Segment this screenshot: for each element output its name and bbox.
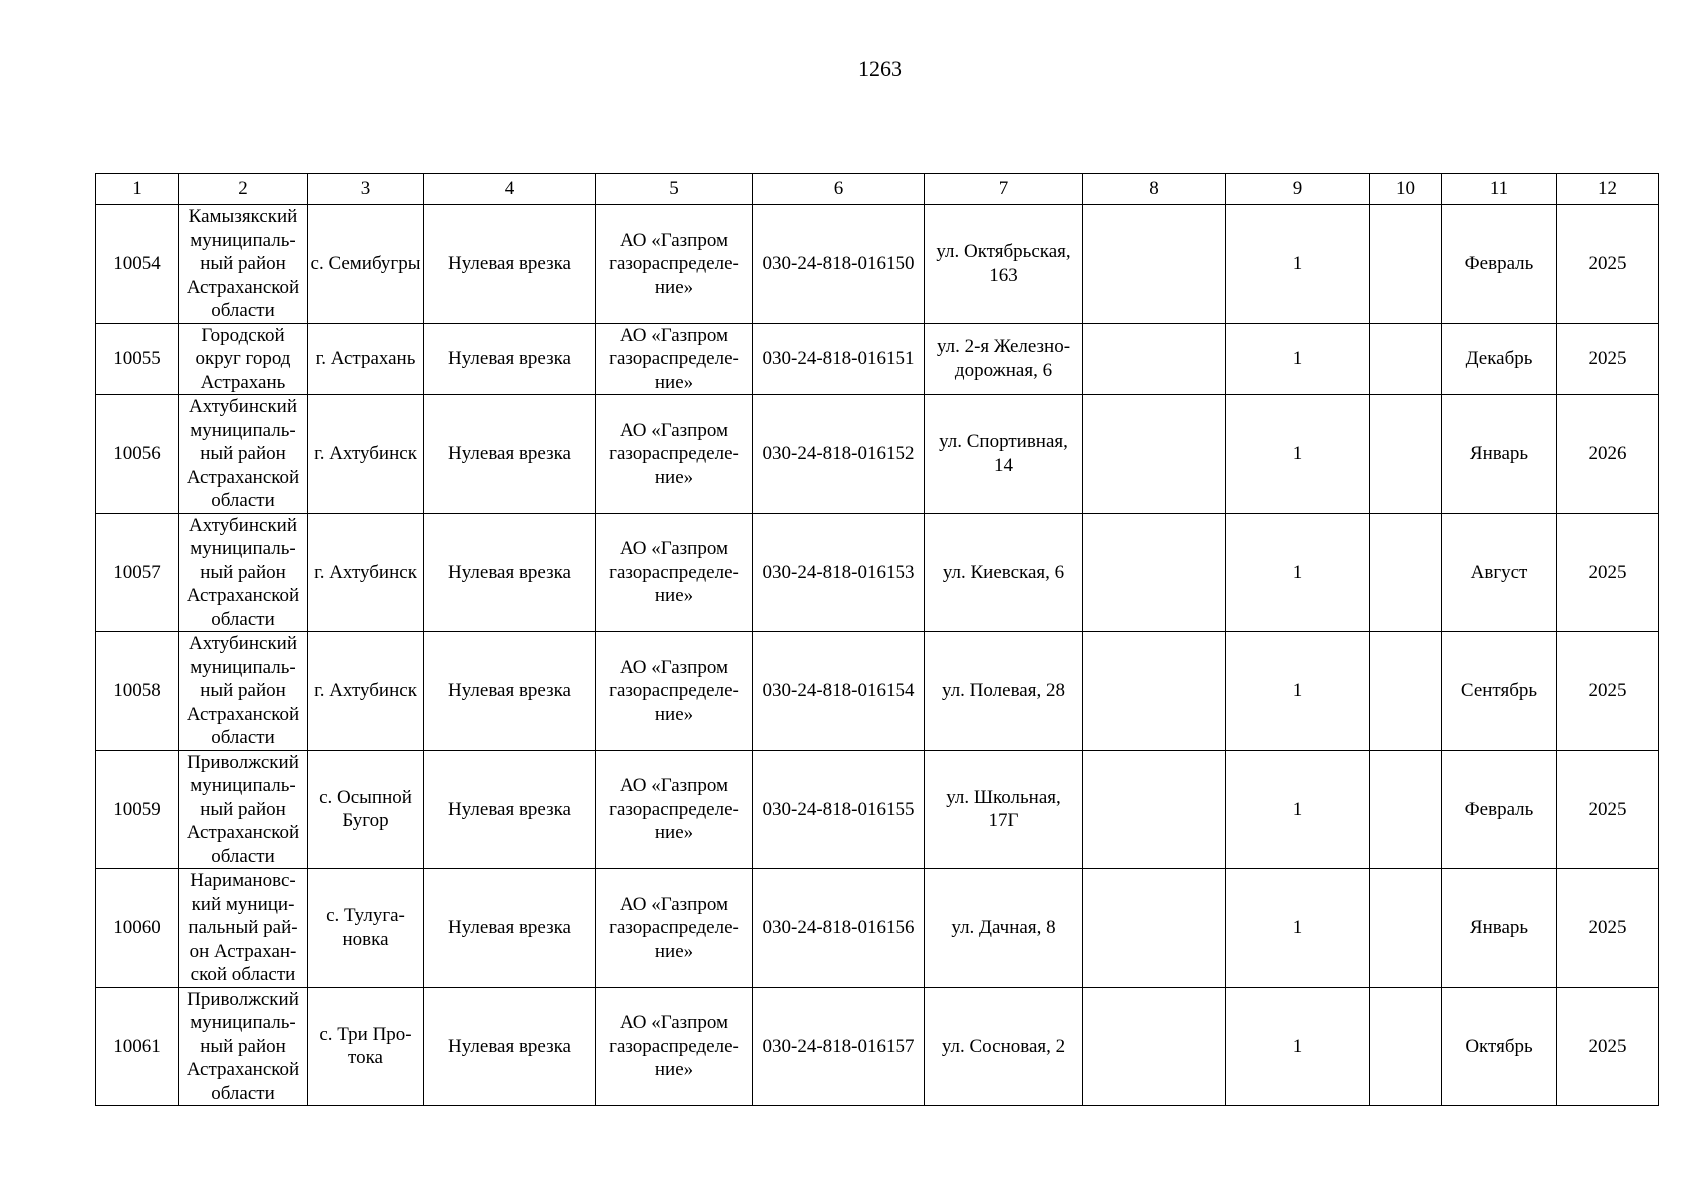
month-cell: Февраль — [1442, 750, 1557, 869]
settlement-cell: с. Семибугры — [308, 205, 424, 324]
month-cell: Сентябрь — [1442, 632, 1557, 751]
code-cell: 030-24-818-016152 — [753, 395, 925, 514]
district-cell: Ахтубинский муниципаль- ный район Астраханской области — [179, 395, 308, 514]
table-row — [96, 750, 1659, 869]
col9-cell: 1 — [1226, 513, 1370, 632]
code-cell: 030-24-818-016151 — [753, 323, 925, 395]
col8-cell — [1083, 632, 1226, 751]
address-cell: ул. Октябрьская, 163 — [925, 205, 1083, 324]
col9-cell: 1 — [1226, 632, 1370, 751]
settlement-cell: г. Ахтубинск — [308, 513, 424, 632]
district-cell: Ахтубинский муниципаль- ный район Астраханской области — [179, 632, 308, 751]
col8-cell — [1083, 513, 1226, 632]
year-cell: 2025 — [1557, 513, 1659, 632]
table-row — [96, 869, 1659, 988]
table-row — [96, 205, 1659, 324]
header-cell-5: 5 — [596, 174, 753, 205]
row-id: 10054 — [96, 205, 179, 324]
district-cell: Камызякский муниципаль- ный район Астраханской области — [179, 205, 308, 324]
organization-cell: АО «Газпром газораспределе- ние» — [596, 632, 753, 751]
header-cell-6: 6 — [753, 174, 925, 205]
organization-cell: АО «Газпром газораспределе- ние» — [596, 323, 753, 395]
month-cell: Январь — [1442, 869, 1557, 988]
work-type-cell: Нулевая врезка — [424, 395, 596, 514]
year-cell: 2025 — [1557, 632, 1659, 751]
year-cell: 2025 — [1557, 750, 1659, 869]
header-cell-7: 7 — [925, 174, 1083, 205]
row-id: 10056 — [96, 395, 179, 514]
address-cell: ул. Школьная, 17Г — [925, 750, 1083, 869]
col9-cell: 1 — [1226, 323, 1370, 395]
work-type-cell: Нулевая врезка — [424, 205, 596, 324]
col8-cell — [1083, 750, 1226, 869]
address-cell: ул. Дачная, 8 — [925, 869, 1083, 988]
organization-cell: АО «Газпром газораспределе- ние» — [596, 513, 753, 632]
col9-cell: 1 — [1226, 205, 1370, 324]
code-cell: 030-24-818-016157 — [753, 987, 925, 1106]
header-cell-3: 3 — [308, 174, 424, 205]
code-cell: 030-24-818-016156 — [753, 869, 925, 988]
page-number: 1263 — [858, 56, 902, 81]
row-id: 10060 — [96, 869, 179, 988]
col8-cell — [1083, 205, 1226, 324]
header-cell-10: 10 — [1370, 174, 1442, 205]
code-cell: 030-24-818-016155 — [753, 750, 925, 869]
work-type-cell: Нулевая врезка — [424, 869, 596, 988]
work-type-cell: Нулевая врезка — [424, 632, 596, 751]
row-id: 10057 — [96, 513, 179, 632]
row-id: 10055 — [96, 323, 179, 395]
year-cell: 2025 — [1557, 869, 1659, 988]
organization-cell: АО «Газпром газораспределе- ние» — [596, 987, 753, 1106]
organization-cell: АО «Газпром газораспределе- ние» — [596, 205, 753, 324]
code-cell: 030-24-818-016153 — [753, 513, 925, 632]
header-cell-8: 8 — [1083, 174, 1226, 205]
work-type-cell: Нулевая врезка — [424, 323, 596, 395]
month-cell: Октябрь — [1442, 987, 1557, 1106]
header-cell-9: 9 — [1226, 174, 1370, 205]
header-cell-4: 4 — [424, 174, 596, 205]
address-cell: ул. 2-я Железно- дорожная, 6 — [925, 323, 1083, 395]
work-type-cell: Нулевая врезка — [424, 750, 596, 869]
settlement-cell: с. Тулуга- новка — [308, 869, 424, 988]
year-cell: 2026 — [1557, 395, 1659, 514]
district-cell: Приволжский муниципаль- ный район Астраханской области — [179, 750, 308, 869]
col10-cell — [1370, 869, 1442, 988]
table-row — [96, 987, 1659, 1106]
col8-cell — [1083, 987, 1226, 1106]
month-cell: Февраль — [1442, 205, 1557, 324]
col9-cell: 1 — [1226, 750, 1370, 869]
district-cell: Наримановс- кий муници- пальный рай- он Астрахан- ской области — [179, 869, 308, 988]
col9-cell: 1 — [1226, 869, 1370, 988]
col9-cell: 1 — [1226, 395, 1370, 514]
col10-cell — [1370, 323, 1442, 395]
table-row — [96, 513, 1659, 632]
table-row — [96, 632, 1659, 751]
month-cell: Январь — [1442, 395, 1557, 514]
organization-cell: АО «Газпром газораспределе- ние» — [596, 395, 753, 514]
organization-cell: АО «Газпром газораспределе- ние» — [596, 869, 753, 988]
address-cell: ул. Спортивная, 14 — [925, 395, 1083, 514]
header-row — [96, 174, 1659, 205]
code-cell: 030-24-818-016154 — [753, 632, 925, 751]
header-cell-12: 12 — [1557, 174, 1659, 205]
header-cell-2: 2 — [179, 174, 308, 205]
col9-cell: 1 — [1226, 987, 1370, 1106]
header-cell-1: 1 — [96, 174, 179, 205]
code-cell: 030-24-818-016150 — [753, 205, 925, 324]
settlement-cell: с. Три Про- тока — [308, 987, 424, 1106]
district-cell: Приволжский муниципаль- ный район Астраханской области — [179, 987, 308, 1106]
settlement-cell: с. Осыпной Бугор — [308, 750, 424, 869]
col8-cell — [1083, 395, 1226, 514]
year-cell: 2025 — [1557, 987, 1659, 1106]
col8-cell — [1083, 323, 1226, 395]
row-id: 10058 — [96, 632, 179, 751]
address-cell: ул. Сосновая, 2 — [925, 987, 1083, 1106]
col10-cell — [1370, 395, 1442, 514]
district-cell: Ахтубинский муниципаль- ный район Астраханской области — [179, 513, 308, 632]
row-id: 10059 — [96, 750, 179, 869]
col10-cell — [1370, 513, 1442, 632]
col10-cell — [1370, 987, 1442, 1106]
register-table — [95, 173, 1659, 1106]
district-cell: Городской округ город Астрахань — [179, 323, 308, 395]
col10-cell — [1370, 750, 1442, 869]
row-id: 10061 — [96, 987, 179, 1106]
month-cell: Декабрь — [1442, 323, 1557, 395]
year-cell: 2025 — [1557, 323, 1659, 395]
col8-cell — [1083, 869, 1226, 988]
settlement-cell: г. Ахтубинск — [308, 632, 424, 751]
header-cell-11: 11 — [1442, 174, 1557, 205]
work-type-cell: Нулевая врезка — [424, 513, 596, 632]
work-type-cell: Нулевая врезка — [424, 987, 596, 1106]
col10-cell — [1370, 632, 1442, 751]
col10-cell — [1370, 205, 1442, 324]
settlement-cell: г. Астрахань — [308, 323, 424, 395]
organization-cell: АО «Газпром газораспределе- ние» — [596, 750, 753, 869]
month-cell: Август — [1442, 513, 1557, 632]
year-cell: 2025 — [1557, 205, 1659, 324]
address-cell: ул. Полевая, 28 — [925, 632, 1083, 751]
settlement-cell: г. Ахтубинск — [308, 395, 424, 514]
address-cell: ул. Киевская, 6 — [925, 513, 1083, 632]
table-row — [96, 323, 1659, 395]
table-row — [96, 395, 1659, 514]
